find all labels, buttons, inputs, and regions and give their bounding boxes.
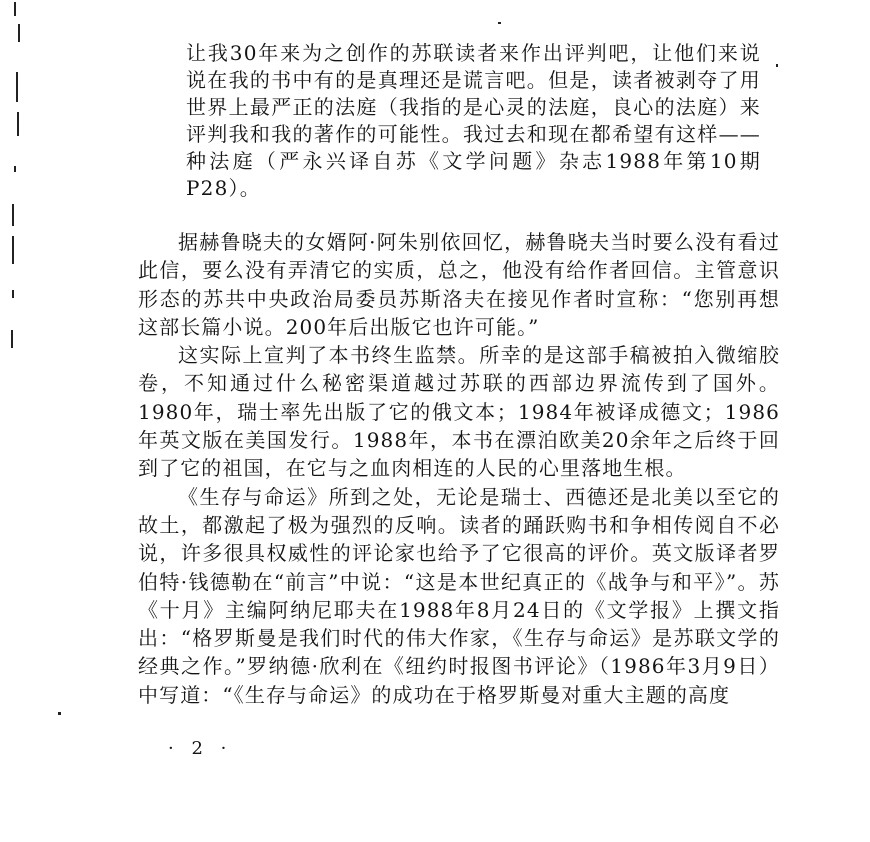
scan-mark (18, 24, 20, 42)
quote-block: 让我30年来为之创作的苏联读者来作出评判吧，让他们来说说在我的书中有的是真理还是谎言吧。但是，读者被剥夺了用世界上最严正的法庭（我指的是心灵的法庭，良心的法庭）来评判我和我的著作的可能性。我过去和现在都希望有这样——种法庭（严永兴译自苏《文学问题》杂志1988年第10期P28）。 (186, 41, 761, 200)
scan-mark (14, 2, 16, 16)
scan-mark (16, 72, 18, 102)
scan-dot (498, 22, 501, 24)
scan-mark (14, 166, 16, 172)
scan-mark (17, 112, 19, 136)
scan-dot (58, 712, 61, 715)
scan-mark (12, 290, 14, 298)
paragraph: 这实际上宣判了本书终生监禁。所幸的是这部手稿被拍入微缩胶卷，不知通过什么秘密渠道越过苏联的西部边界流传到了国外。1980年，瑞士率先出版了它的俄文本；1984年被译成德文；1986年英文版在美国发行。1988年，本书在漂泊欧美20余年之后终于回到了它的祖国，在它与之血肉相连的人民的心里落地生根。 (138, 343, 780, 481)
page-number: · 2 · (168, 738, 233, 759)
paragraph: 《生存与命运》所到之处，无论是瑞士、西德还是北美以至它的故土，都激起了极为强烈的反响。读者的踊跃购书和争相传阅自不必说，许多很具权威性的评论家也给予了它很高的评价。英文版译者罗伯特·钱德勒在“前言”中说：“这是本世纪真正的《战争与和平》”。苏《十月》主编阿纳尼耶夫在1988年8月24日的《文学报》上撰文指出：“格罗斯曼是我们时代的伟大作家，《生存与命运》是苏联文学的经典之作。”罗纳德·欣利在《纽约时报图书评论》（1986年3月9日）中写道：“《生存与命运》的成功在于格罗斯曼对重大主题的高度 (138, 484, 780, 707)
body-text (138, 228, 780, 709)
scan-mark (12, 204, 14, 226)
scan-dot (776, 64, 778, 67)
scan-mark (11, 330, 13, 348)
scan-mark (12, 236, 14, 264)
paragraph: 据赫鲁晓夫的女婿阿·阿朱别依回忆，赫鲁晓夫当时要么没有看过此信，要么没有弄清它的实质，总之，他没有给作者回信。主管意识形态的苏共中央政治局委员苏斯洛夫在接见作者时宣称：“您别再想这部长篇小说。200年后出版它也许可能。” (138, 230, 780, 339)
